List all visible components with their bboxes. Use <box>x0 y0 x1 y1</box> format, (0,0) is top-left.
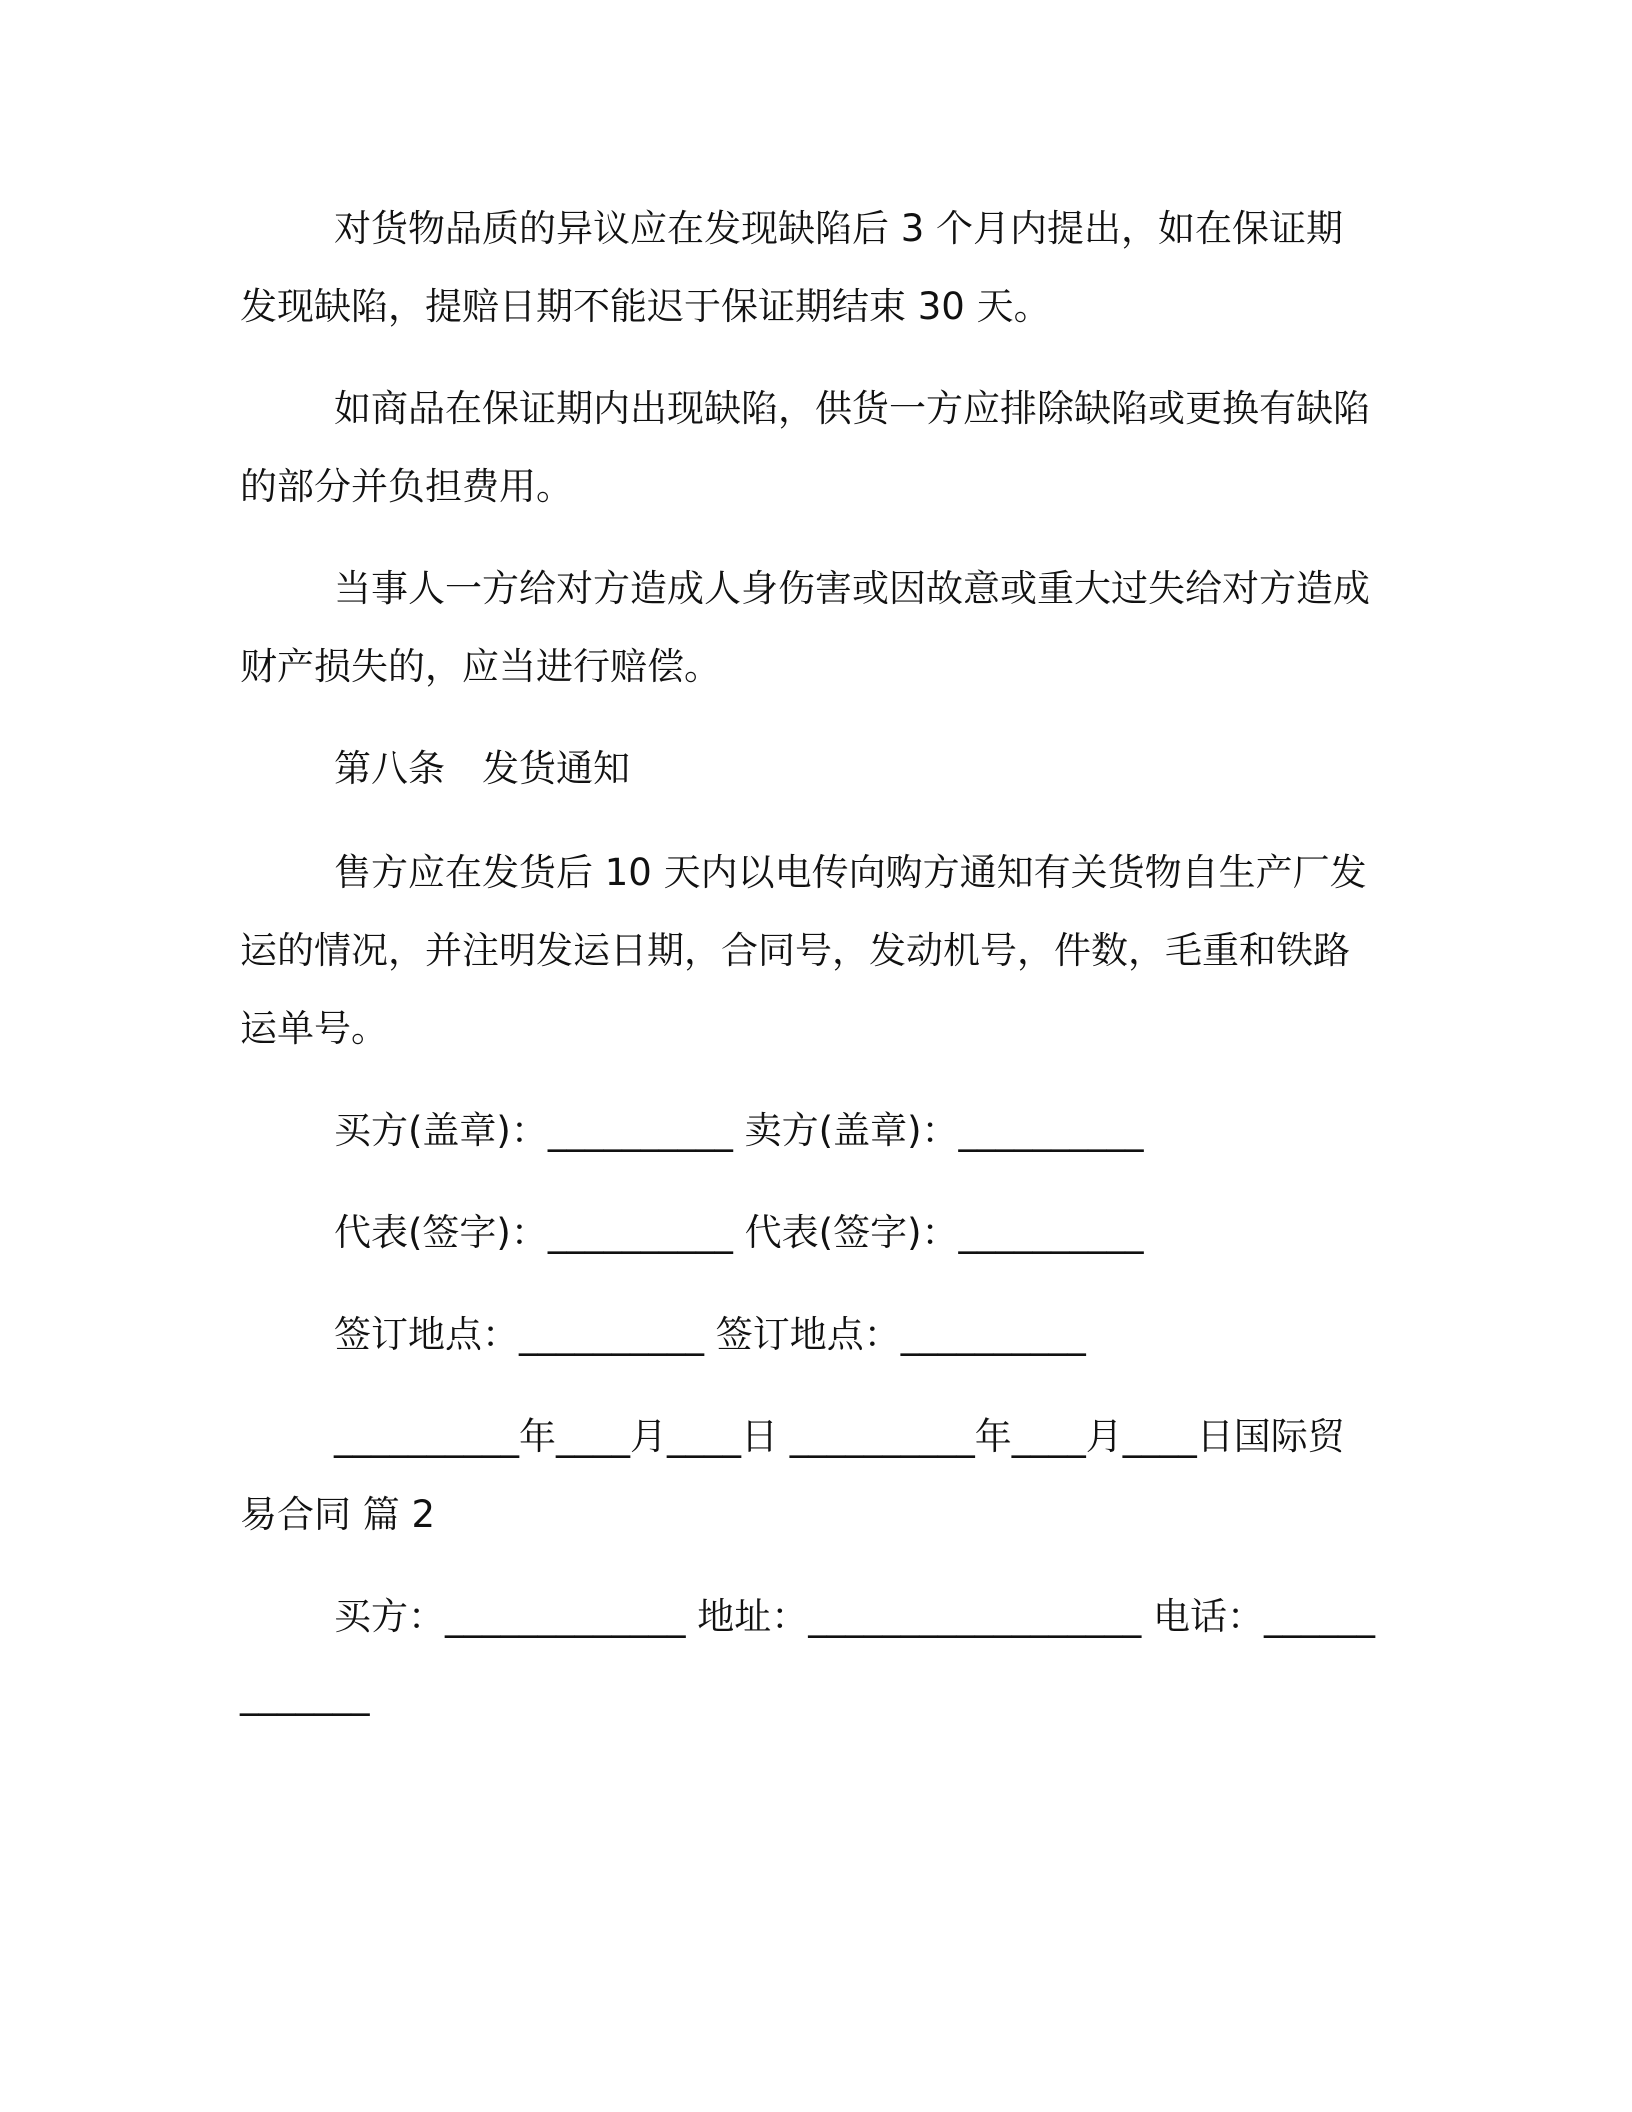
article-8-heading: 第八条 发货通知 <box>334 747 630 790</box>
signature-place-line: 签订地点：__________ 签订地点：__________ <box>334 1313 1086 1356</box>
article-8-body: 售方应在发货后 10 天内以电传向购方通知有关货物自生产厂发运的情况，并注明发运日期，合同号，发动机号，件数，毛重和铁路运单号。 <box>240 851 1367 1050</box>
buyer-info-line: 买方：_____________ 地址：__________________ 电话：_____________ <box>240 1595 1376 1716</box>
signature-seal-line: 买方(盖章)：__________ 卖方(盖章)：__________ <box>334 1109 1144 1152</box>
paragraph-compensation: 当事人一方给对方造成人身伤害或因故意或重大过失给对方造成财产损失的，应当进行赔偿。 <box>240 567 1370 688</box>
signature-representative-line: 代表(签字)：__________ 代表(签字)：__________ <box>334 1211 1144 1254</box>
paragraph-quality-objection: 对货物品质的异议应在发现缺陷后 3 个月内提出，如在保证期发现缺陷，提赔日期不能迟于保证期结束 30 天。 <box>240 207 1344 328</box>
paragraph-warranty-defect: 如商品在保证期内出现缺陷，供货一方应排除缺陷或更换有缺陷的部分并负担费用。 <box>240 387 1370 508</box>
signature-date-line: __________年____月____日 __________年____月____日国际贸易合同 篇 2 <box>240 1415 1345 1536</box>
document-body <box>240 190 1380 1758</box>
